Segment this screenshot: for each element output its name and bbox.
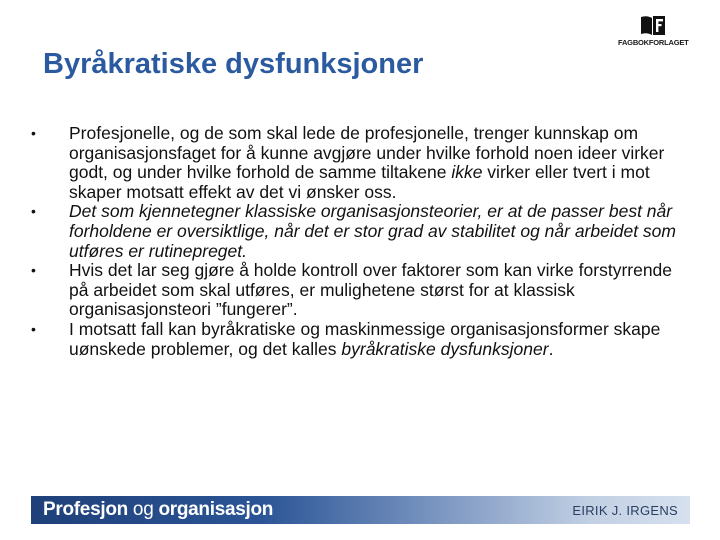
footer-title-part: og (132, 499, 154, 520)
bullet-text-segment: virker eller tvert i mot skaper motsatt effekt av det vi ønsker oss. (69, 162, 650, 202)
footer-title-part: Profesjon (43, 499, 128, 520)
bullet-text-segment: Hvis det lar seg gjøre å holde kontroll over faktorer som kan virke forstyrrende på arbeidet som skal utføres, er mulighetene størst for at klassisk organisasjonsteori ”fungerer”. (69, 260, 673, 320)
footer-title-part: organisasjon (158, 499, 274, 520)
bullet-item (24, 261, 696, 320)
footer-banner (31, 496, 690, 524)
bullet-text-segment: . (548, 338, 554, 359)
bullet-text-segment: Profesjonelle, og de som skal lede de profesjonelle, trenger kunnskap om organisasjonsfaget for å kunne avgjøre under hvilke forhold noen ideer virker godt, og under hvilke forhold de samme tiltakene (69, 123, 665, 183)
bullet-text-emphasis: byråkratiske dysfunksjoner (341, 338, 549, 359)
bullet-icon: • (31, 125, 36, 141)
book-logo-icon (640, 14, 666, 36)
bullet-text (69, 260, 672, 319)
bullet-icon: • (31, 262, 36, 279)
bullet-item (24, 124, 696, 202)
bullet-text-segment: Det som kjennetegner klassiske organisasjonsteorier, er at de passer best når forholdene er oversiktlige, når det er stor grad av stabilitet og når arbeidet som utføres er rutinepreget. (69, 201, 676, 261)
bullet-text (69, 319, 660, 359)
bullet-list (24, 124, 696, 359)
bullet-item (24, 202, 696, 261)
slide-title: Byråkratiske dysfunksjoner (43, 48, 424, 80)
publisher-logo (618, 14, 688, 48)
bullet-item (24, 320, 696, 359)
footer-book-title (43, 499, 273, 521)
bullet-icon: • (31, 320, 36, 337)
bullet-text-segment: I motsatt fall kan byråkratiske og maskinmessige organisasjonsformer skape uønskede problemer, og det kalles (69, 318, 661, 359)
bullet-text-emphasis: ikke (451, 162, 483, 183)
logo-text: FAGBOKFORLAGET (618, 38, 689, 47)
footer-author: EIRIK J. IRGENS (572, 503, 678, 518)
bullet-text (69, 201, 676, 260)
bullet-text (69, 123, 664, 202)
bullet-icon: • (31, 203, 36, 220)
